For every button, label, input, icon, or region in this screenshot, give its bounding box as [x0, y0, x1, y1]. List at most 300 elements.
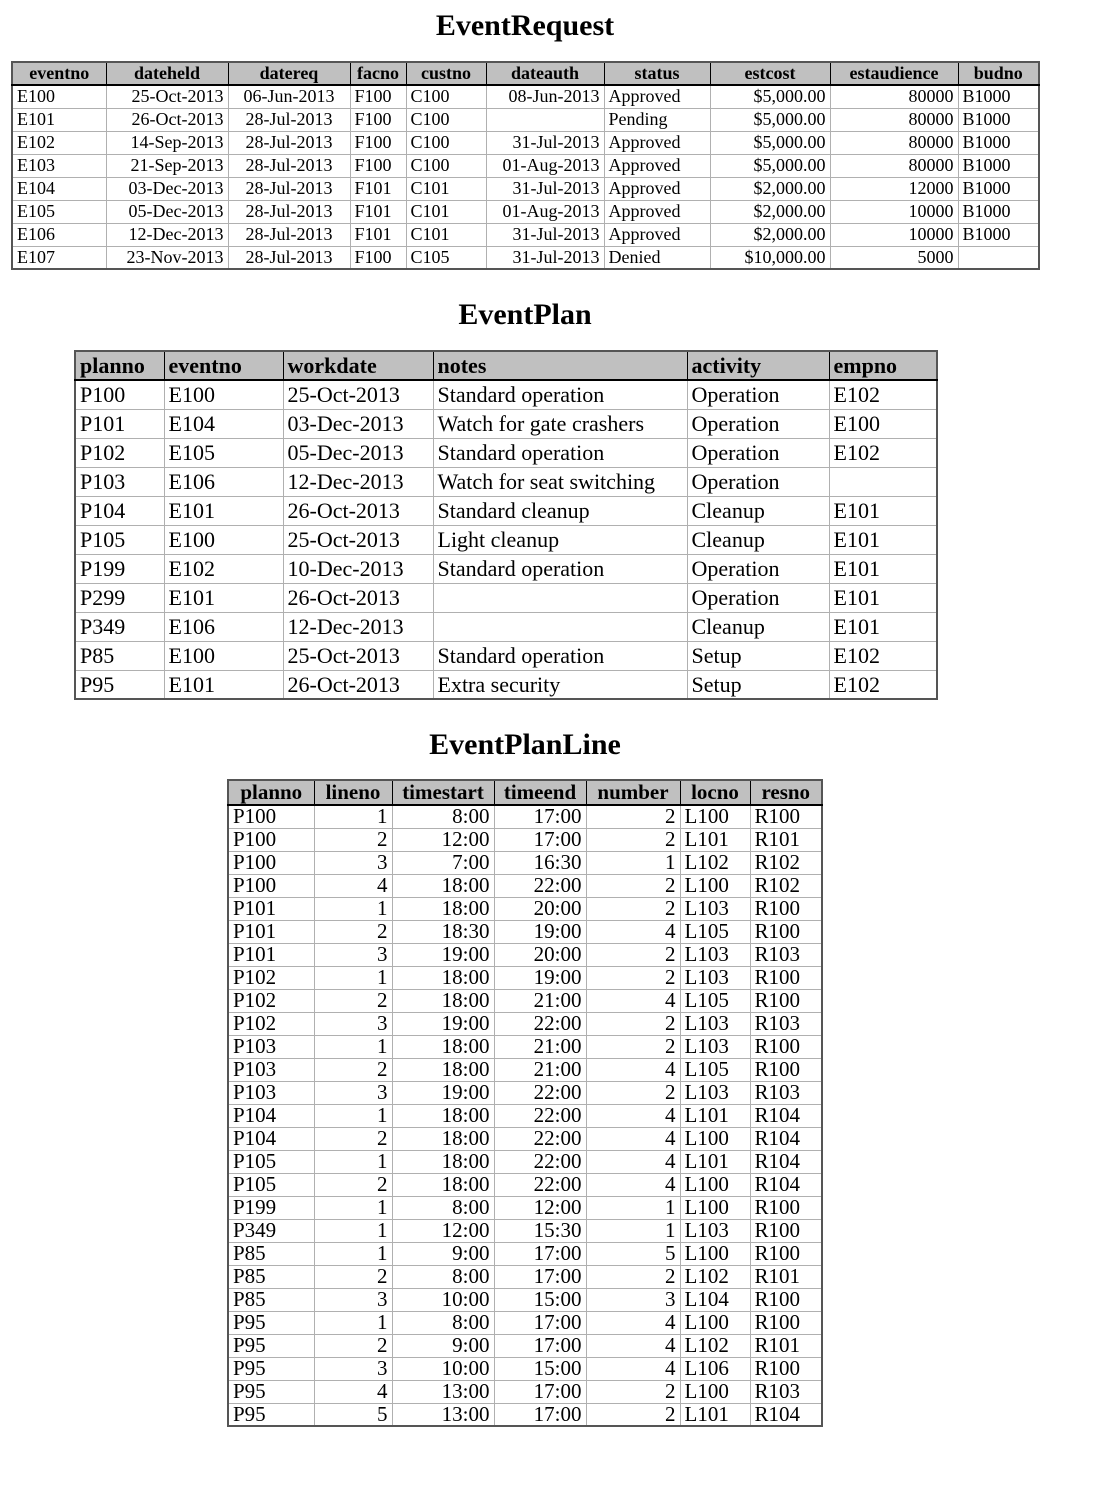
- cell-dateheld: 26-Oct-2013: [106, 108, 228, 131]
- table-row: [12, 154, 1039, 177]
- cell-planno: P100: [228, 851, 314, 874]
- cell-eventno: E100: [164, 380, 283, 409]
- cell-planno: P349: [75, 612, 164, 641]
- cell-number: 4: [586, 989, 680, 1012]
- cell-resno: R103: [750, 1012, 822, 1035]
- cell-budno: B1000: [958, 85, 1039, 108]
- cell-timeend: 21:00: [494, 1058, 586, 1081]
- cell-lineno: 4: [314, 1380, 392, 1403]
- cell-lineno: 2: [314, 1127, 392, 1150]
- table-row: [228, 897, 822, 920]
- table-row: [12, 223, 1039, 246]
- cell-locno: L102: [680, 1334, 750, 1357]
- cell-number: 4: [586, 1150, 680, 1173]
- cell-planno: P102: [228, 966, 314, 989]
- cell-activity: Setup: [687, 641, 829, 670]
- column-header-dateheld: dateheld: [106, 62, 228, 85]
- cell-empno: E101: [829, 612, 937, 641]
- column-header-notes: notes: [433, 351, 687, 380]
- cell-lineno: 2: [314, 1334, 392, 1357]
- cell-eventno: E106: [12, 223, 106, 246]
- cell-workdate: 10-Dec-2013: [283, 554, 433, 583]
- cell-timestart: 18:00: [392, 989, 494, 1012]
- cell-timestart: 19:00: [392, 1081, 494, 1104]
- cell-timestart: 10:00: [392, 1288, 494, 1311]
- cell-resno: R100: [750, 805, 822, 828]
- cell-budno: B1000: [958, 154, 1039, 177]
- cell-number: 1: [586, 1219, 680, 1242]
- cell-number: 1: [586, 851, 680, 874]
- cell-timeend: 21:00: [494, 1035, 586, 1058]
- cell-resno: R101: [750, 828, 822, 851]
- cell-resno: R103: [750, 1380, 822, 1403]
- cell-number: 4: [586, 1173, 680, 1196]
- cell-datereq: 28-Jul-2013: [228, 246, 350, 269]
- cell-eventno: E106: [164, 467, 283, 496]
- cell-number: 4: [586, 1127, 680, 1150]
- cell-resno: R100: [750, 1357, 822, 1380]
- cell-planno: P103: [228, 1035, 314, 1058]
- cell-locno: L100: [680, 1380, 750, 1403]
- cell-eventno: E101: [164, 583, 283, 612]
- cell-timeend: 20:00: [494, 943, 586, 966]
- cell-number: 2: [586, 1012, 680, 1035]
- cell-timestart: 9:00: [392, 1334, 494, 1357]
- cell-facno: F100: [350, 131, 406, 154]
- table-header-row: [12, 62, 1039, 85]
- cell-eventno: E102: [164, 554, 283, 583]
- cell-lineno: 1: [314, 1242, 392, 1265]
- cell-planno: P102: [228, 989, 314, 1012]
- cell-workdate: 03-Dec-2013: [283, 409, 433, 438]
- cell-lineno: 2: [314, 920, 392, 943]
- table-header-row: [228, 780, 822, 805]
- cell-resno: R100: [750, 1058, 822, 1081]
- cell-locno: L102: [680, 851, 750, 874]
- cell-custno: C105: [406, 246, 486, 269]
- cell-planno: P100: [228, 805, 314, 828]
- cell-estaudience: 10000: [830, 200, 958, 223]
- cell-eventno: E102: [12, 131, 106, 154]
- cell-empno: E102: [829, 670, 937, 699]
- table-row: [228, 1150, 822, 1173]
- cell-dateauth: 01-Aug-2013: [486, 154, 604, 177]
- cell-notes: Standard operation: [433, 641, 687, 670]
- cell-datereq: 28-Jul-2013: [228, 223, 350, 246]
- cell-timeend: 20:00: [494, 897, 586, 920]
- cell-planno: P103: [228, 1081, 314, 1104]
- cell-resno: R100: [750, 1035, 822, 1058]
- cell-lineno: 3: [314, 1012, 392, 1035]
- cell-activity: Operation: [687, 554, 829, 583]
- cell-lineno: 1: [314, 1219, 392, 1242]
- cell-timestart: 12:00: [392, 1219, 494, 1242]
- cell-estcost: $5,000.00: [710, 131, 830, 154]
- table-row: [228, 1311, 822, 1334]
- cell-workdate: 05-Dec-2013: [283, 438, 433, 467]
- cell-timeend: 22:00: [494, 1173, 586, 1196]
- table-row: [228, 920, 822, 943]
- cell-resno: R102: [750, 874, 822, 897]
- cell-workdate: 25-Oct-2013: [283, 380, 433, 409]
- cell-lineno: 1: [314, 1035, 392, 1058]
- cell-number: 2: [586, 1035, 680, 1058]
- column-header-estaudience: estaudience: [830, 62, 958, 85]
- cell-eventno: E104: [164, 409, 283, 438]
- event-plan-title: EventPlan: [458, 298, 592, 331]
- cell-locno: L102: [680, 1265, 750, 1288]
- cell-status: Approved: [604, 154, 710, 177]
- cell-locno: L100: [680, 1196, 750, 1219]
- cell-timeend: 22:00: [494, 1127, 586, 1150]
- cell-locno: L100: [680, 1127, 750, 1150]
- cell-number: 2: [586, 966, 680, 989]
- cell-timestart: 8:00: [392, 1265, 494, 1288]
- cell-eventno: E105: [164, 438, 283, 467]
- cell-datereq: 28-Jul-2013: [228, 131, 350, 154]
- cell-planno: P100: [75, 380, 164, 409]
- cell-status: Denied: [604, 246, 710, 269]
- cell-timestart: 18:00: [392, 1127, 494, 1150]
- cell-resno: R104: [750, 1403, 822, 1426]
- table-row: [228, 966, 822, 989]
- cell-lineno: 4: [314, 874, 392, 897]
- cell-dateauth: 31-Jul-2013: [486, 223, 604, 246]
- table-row: [12, 85, 1039, 108]
- cell-locno: L103: [680, 1081, 750, 1104]
- cell-planno: P85: [228, 1288, 314, 1311]
- cell-status: Approved: [604, 223, 710, 246]
- cell-planno: P95: [228, 1334, 314, 1357]
- table-row: [228, 989, 822, 1012]
- cell-custno: C101: [406, 177, 486, 200]
- cell-timeend: 17:00: [494, 1242, 586, 1265]
- cell-number: 2: [586, 805, 680, 828]
- cell-planno: P95: [228, 1403, 314, 1426]
- cell-timeend: 22:00: [494, 1081, 586, 1104]
- cell-estaudience: 80000: [830, 108, 958, 131]
- event-plan-line-table: [227, 779, 823, 1427]
- cell-lineno: 1: [314, 1311, 392, 1334]
- cell-lineno: 3: [314, 1357, 392, 1380]
- cell-facno: F101: [350, 200, 406, 223]
- cell-notes: Watch for seat switching: [433, 467, 687, 496]
- table-row: [228, 1173, 822, 1196]
- cell-notes: [433, 612, 687, 641]
- column-header-status: status: [604, 62, 710, 85]
- cell-notes: Light cleanup: [433, 525, 687, 554]
- table-row: [12, 246, 1039, 269]
- cell-planno: P95: [75, 670, 164, 699]
- cell-empno: E101: [829, 554, 937, 583]
- cell-timeend: 15:30: [494, 1219, 586, 1242]
- cell-timestart: 7:00: [392, 851, 494, 874]
- cell-lineno: 1: [314, 805, 392, 828]
- cell-lineno: 1: [314, 966, 392, 989]
- cell-empno: E101: [829, 583, 937, 612]
- cell-locno: L106: [680, 1357, 750, 1380]
- cell-budno: [958, 246, 1039, 269]
- cell-lineno: 2: [314, 989, 392, 1012]
- cell-notes: Standard operation: [433, 554, 687, 583]
- cell-dateheld: 25-Oct-2013: [106, 85, 228, 108]
- cell-planno: P85: [228, 1265, 314, 1288]
- cell-resno: R100: [750, 1219, 822, 1242]
- cell-resno: R101: [750, 1334, 822, 1357]
- table-row: [228, 1265, 822, 1288]
- cell-workdate: 26-Oct-2013: [283, 583, 433, 612]
- cell-resno: R100: [750, 1196, 822, 1219]
- cell-estcost: $2,000.00: [710, 223, 830, 246]
- cell-lineno: 1: [314, 897, 392, 920]
- cell-budno: B1000: [958, 131, 1039, 154]
- cell-workdate: 12-Dec-2013: [283, 467, 433, 496]
- cell-timestart: 18:00: [392, 1058, 494, 1081]
- cell-number: 2: [586, 1403, 680, 1426]
- cell-datereq: 28-Jul-2013: [228, 154, 350, 177]
- cell-estaudience: 5000: [830, 246, 958, 269]
- table-row: [75, 641, 937, 670]
- cell-estcost: $5,000.00: [710, 108, 830, 131]
- cell-number: 4: [586, 1058, 680, 1081]
- column-header-timeend: timeend: [494, 780, 586, 805]
- event-request-title: EventRequest: [435, 9, 615, 42]
- cell-resno: R100: [750, 989, 822, 1012]
- cell-datereq: 28-Jul-2013: [228, 108, 350, 131]
- table-row: [75, 409, 937, 438]
- cell-planno: P95: [228, 1357, 314, 1380]
- cell-locno: L101: [680, 1403, 750, 1426]
- table-header-row: [75, 351, 937, 380]
- table-row: [75, 554, 937, 583]
- cell-planno: P100: [228, 874, 314, 897]
- cell-timestart: 13:00: [392, 1380, 494, 1403]
- cell-timestart: 8:00: [392, 1311, 494, 1334]
- cell-budno: B1000: [958, 200, 1039, 223]
- cell-planno: P85: [75, 641, 164, 670]
- cell-locno: L105: [680, 920, 750, 943]
- table-row: [228, 874, 822, 897]
- table-row: [228, 1242, 822, 1265]
- cell-lineno: 2: [314, 1173, 392, 1196]
- column-header-eventno: eventno: [164, 351, 283, 380]
- cell-dateauth: 31-Jul-2013: [486, 131, 604, 154]
- cell-workdate: 26-Oct-2013: [283, 496, 433, 525]
- cell-custno: C100: [406, 131, 486, 154]
- cell-timeend: 22:00: [494, 874, 586, 897]
- table-row: [228, 1380, 822, 1403]
- cell-timestart: 19:00: [392, 1012, 494, 1035]
- column-header-custno: custno: [406, 62, 486, 85]
- cell-dateheld: 23-Nov-2013: [106, 246, 228, 269]
- cell-dateauth: 31-Jul-2013: [486, 177, 604, 200]
- cell-activity: Operation: [687, 380, 829, 409]
- cell-resno: R103: [750, 943, 822, 966]
- cell-planno: P95: [228, 1311, 314, 1334]
- cell-timeend: 16:30: [494, 851, 586, 874]
- cell-lineno: 1: [314, 1196, 392, 1219]
- cell-timeend: 17:00: [494, 1380, 586, 1403]
- cell-resno: R103: [750, 1081, 822, 1104]
- cell-planno: P104: [228, 1104, 314, 1127]
- cell-locno: L103: [680, 966, 750, 989]
- event-plan-table: [74, 350, 938, 700]
- column-header-budno: budno: [958, 62, 1039, 85]
- cell-estcost: $2,000.00: [710, 200, 830, 223]
- cell-timestart: 18:00: [392, 1035, 494, 1058]
- cell-status: Approved: [604, 85, 710, 108]
- cell-locno: L100: [680, 1311, 750, 1334]
- cell-locno: L103: [680, 943, 750, 966]
- cell-planno: P105: [75, 525, 164, 554]
- cell-lineno: 3: [314, 1081, 392, 1104]
- cell-locno: L101: [680, 1104, 750, 1127]
- cell-activity: Operation: [687, 583, 829, 612]
- cell-timeend: 19:00: [494, 920, 586, 943]
- cell-facno: F100: [350, 154, 406, 177]
- table-row: [12, 108, 1039, 131]
- cell-number: 2: [586, 1081, 680, 1104]
- table-row: [228, 1058, 822, 1081]
- column-header-dateauth: dateauth: [486, 62, 604, 85]
- cell-empno: E101: [829, 525, 937, 554]
- cell-workdate: 26-Oct-2013: [283, 670, 433, 699]
- cell-planno: P199: [228, 1196, 314, 1219]
- cell-timestart: 18:30: [392, 920, 494, 943]
- cell-timestart: 13:00: [392, 1403, 494, 1426]
- cell-timeend: 17:00: [494, 828, 586, 851]
- cell-estaudience: 80000: [830, 154, 958, 177]
- cell-status: Pending: [604, 108, 710, 131]
- cell-planno: P101: [228, 943, 314, 966]
- table-row: [228, 1334, 822, 1357]
- cell-planno: P103: [75, 467, 164, 496]
- cell-locno: L103: [680, 1035, 750, 1058]
- event-plan-line-title: EventPlanLine: [429, 728, 621, 761]
- cell-empno: E102: [829, 438, 937, 467]
- cell-timeend: 17:00: [494, 805, 586, 828]
- cell-timestart: 9:00: [392, 1242, 494, 1265]
- cell-datereq: 06-Jun-2013: [228, 85, 350, 108]
- cell-activity: Operation: [687, 438, 829, 467]
- cell-dateheld: 03-Dec-2013: [106, 177, 228, 200]
- table-row: [75, 380, 937, 409]
- cell-eventno: E101: [164, 670, 283, 699]
- cell-timeend: 22:00: [494, 1012, 586, 1035]
- cell-activity: Cleanup: [687, 496, 829, 525]
- cell-timeend: 19:00: [494, 966, 586, 989]
- cell-datereq: 28-Jul-2013: [228, 177, 350, 200]
- cell-planno: P102: [228, 1012, 314, 1035]
- cell-custno: C101: [406, 200, 486, 223]
- cell-estaudience: 80000: [830, 131, 958, 154]
- cell-timestart: 18:00: [392, 1150, 494, 1173]
- cell-dateheld: 05-Dec-2013: [106, 200, 228, 223]
- cell-custno: C100: [406, 154, 486, 177]
- table-row: [75, 496, 937, 525]
- cell-eventno: E103: [12, 154, 106, 177]
- cell-workdate: 25-Oct-2013: [283, 641, 433, 670]
- cell-estcost: $5,000.00: [710, 154, 830, 177]
- column-header-planno: planno: [75, 351, 164, 380]
- cell-timeend: 17:00: [494, 1265, 586, 1288]
- cell-timeend: 22:00: [494, 1104, 586, 1127]
- cell-budno: B1000: [958, 223, 1039, 246]
- cell-planno: P299: [75, 583, 164, 612]
- column-header-resno: resno: [750, 780, 822, 805]
- table-row: [75, 612, 937, 641]
- cell-facno: F100: [350, 108, 406, 131]
- cell-resno: R104: [750, 1173, 822, 1196]
- table-row: [228, 1403, 822, 1426]
- table-row: [228, 828, 822, 851]
- cell-lineno: 1: [314, 1104, 392, 1127]
- cell-datereq: 28-Jul-2013: [228, 200, 350, 223]
- column-header-timestart: timestart: [392, 780, 494, 805]
- cell-estcost: $5,000.00: [710, 85, 830, 108]
- cell-eventno: E101: [164, 496, 283, 525]
- cell-eventno: E100: [164, 641, 283, 670]
- cell-planno: P349: [228, 1219, 314, 1242]
- cell-activity: Cleanup: [687, 525, 829, 554]
- cell-planno: P103: [228, 1058, 314, 1081]
- column-header-eventno: eventno: [12, 62, 106, 85]
- cell-timeend: 22:00: [494, 1150, 586, 1173]
- cell-timeend: 15:00: [494, 1288, 586, 1311]
- cell-number: 2: [586, 897, 680, 920]
- cell-activity: Operation: [687, 467, 829, 496]
- cell-eventno: E106: [164, 612, 283, 641]
- table-row: [12, 200, 1039, 223]
- table-row: [75, 525, 937, 554]
- cell-budno: B1000: [958, 108, 1039, 131]
- cell-estaudience: 80000: [830, 85, 958, 108]
- cell-activity: Operation: [687, 409, 829, 438]
- cell-resno: R100: [750, 1311, 822, 1334]
- cell-planno: P101: [75, 409, 164, 438]
- cell-number: 2: [586, 1380, 680, 1403]
- cell-number: 2: [586, 943, 680, 966]
- cell-locno: L105: [680, 989, 750, 1012]
- table-row: [228, 1127, 822, 1150]
- table-row: [228, 805, 822, 828]
- cell-resno: R102: [750, 851, 822, 874]
- cell-notes: Standard operation: [433, 380, 687, 409]
- table-row: [228, 1081, 822, 1104]
- table-row: [75, 438, 937, 467]
- cell-eventno: E104: [12, 177, 106, 200]
- cell-resno: R104: [750, 1127, 822, 1150]
- cell-notes: Watch for gate crashers: [433, 409, 687, 438]
- cell-status: Approved: [604, 177, 710, 200]
- cell-resno: R100: [750, 966, 822, 989]
- cell-locno: L101: [680, 828, 750, 851]
- cell-number: 4: [586, 1311, 680, 1334]
- cell-resno: R104: [750, 1104, 822, 1127]
- cell-empno: E102: [829, 641, 937, 670]
- cell-status: Approved: [604, 131, 710, 154]
- cell-facno: F101: [350, 177, 406, 200]
- column-header-facno: facno: [350, 62, 406, 85]
- cell-dateheld: 21-Sep-2013: [106, 154, 228, 177]
- cell-custno: C101: [406, 223, 486, 246]
- cell-number: 2: [586, 874, 680, 897]
- column-header-datereq: datereq: [228, 62, 350, 85]
- cell-locno: L103: [680, 1012, 750, 1035]
- cell-number: 4: [586, 1104, 680, 1127]
- column-header-estcost: estcost: [710, 62, 830, 85]
- table-row: [228, 851, 822, 874]
